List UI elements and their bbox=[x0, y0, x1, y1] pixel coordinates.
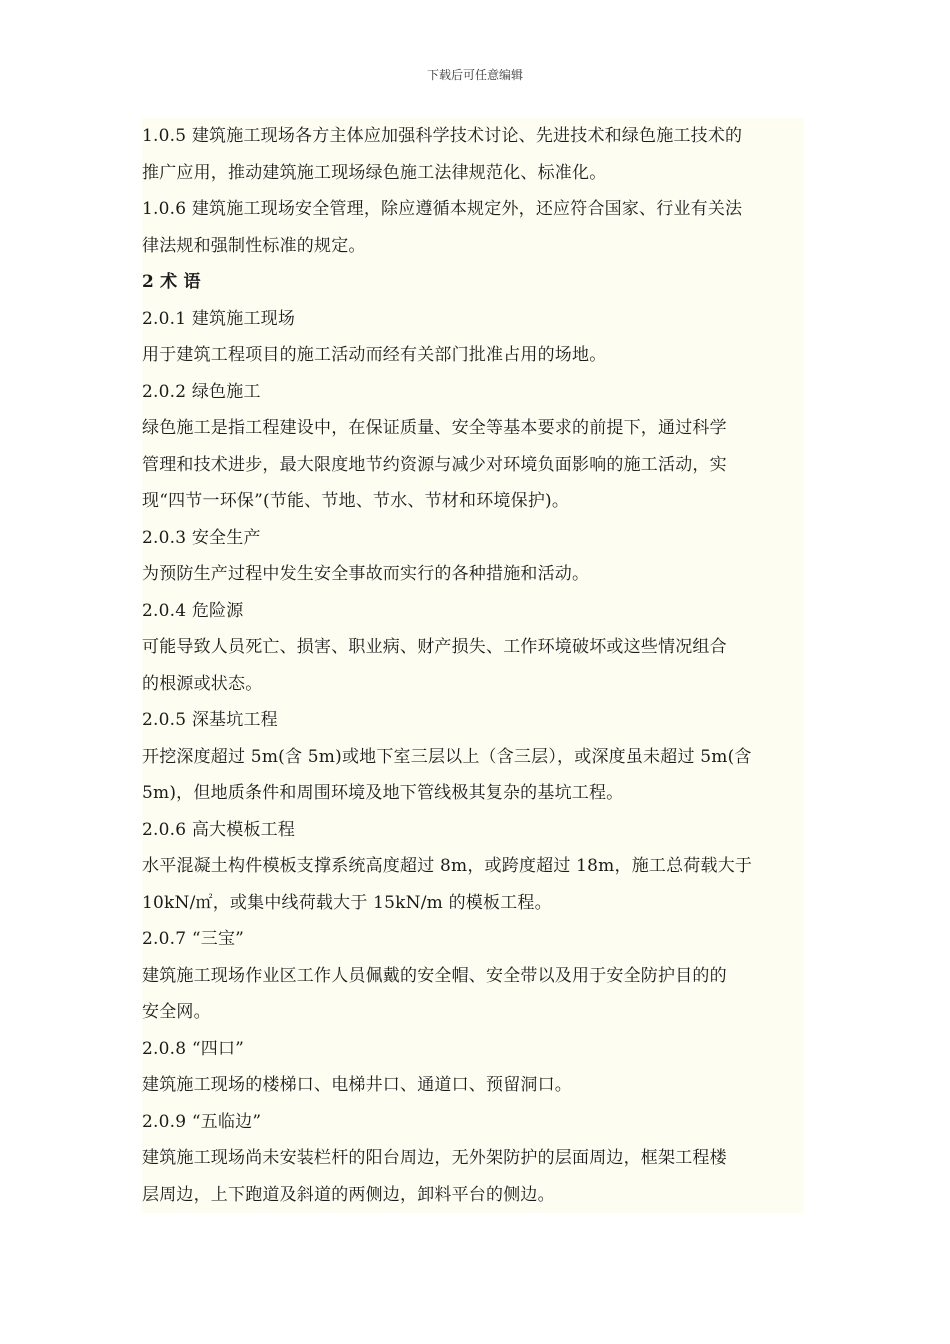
text-line: 层周边，上下跑道及斜道的两侧边，卸料平台的侧边。 bbox=[142, 1184, 555, 1205]
text-line: 10kN/㎡，或集中线荷载大于 15kN/m 的模板工程。 bbox=[142, 892, 552, 913]
text-line: 可能导致人员死亡、损害、职业病、财产损失、工作环境破坏或这些情况组合 bbox=[142, 637, 727, 657]
text-line: 安全网。 bbox=[142, 1002, 211, 1022]
text-line: 2.0.6 高大模板工程 bbox=[142, 819, 296, 840]
text-line: 用于建筑工程项目的施工活动而经有关部门批准占用的场地。 bbox=[142, 345, 607, 365]
text-line: 2.0.4 危险源 bbox=[142, 600, 244, 621]
text-line: 1.0.5 建筑施工现场各方主体应加强科学技术讨论、先进技术和绿色施工技术的 bbox=[142, 126, 743, 146]
text-line: 建筑施工现场的楼梯口、电梯井口、通道口、预留洞口。 bbox=[142, 1075, 572, 1095]
text-line: 绿色施工是指工程建设中，在保证质量、安全等基本要求的前提下，通过科学 bbox=[142, 418, 727, 438]
text-line: 开挖深度超过 5m(含 5m)或地下室三层以上（含三层），或深度虽未超过 5m(含 bbox=[142, 746, 752, 767]
text-line: 的根源或状态。 bbox=[142, 673, 263, 694]
text-line: 管理和技术进步，最大限度地节约资源与减少对环境负面影响的施工活动，实 bbox=[142, 454, 727, 475]
text-line: 2.0.2 绿色施工 bbox=[142, 381, 261, 402]
text-line: 2.0.5 深基坑工程 bbox=[142, 710, 278, 730]
text-line: 2.0.8 “四口” bbox=[142, 1038, 245, 1059]
section-heading: 2 术 语 bbox=[142, 272, 201, 292]
text-line: 为预防生产过程中发生安全事故而实行的各种措施和活动。 bbox=[142, 564, 590, 584]
text-line: 2.0.7 “三宝” bbox=[142, 929, 245, 949]
page-header: 下载后可任意编辑 bbox=[426, 68, 523, 82]
text-line: 1.0.6 建筑施工现场安全管理，除应遵循本规定外，还应符合国家、行业有关法 bbox=[142, 199, 743, 219]
text-line: 2.0.3 安全生产 bbox=[142, 527, 261, 548]
text-line: 2.0.9 “五临边” bbox=[142, 1111, 262, 1132]
text-line: 2.0.1 建筑施工现场 bbox=[142, 308, 296, 329]
text-line: 推广应用，推动建筑施工现场绿色施工法律规范化、标准化。 bbox=[142, 162, 607, 183]
document-body bbox=[142, 118, 804, 1213]
text-line: 5m)，但地质条件和周围环境及地下管线极其复杂的基坑工程。 bbox=[142, 783, 624, 803]
text-line: 建筑施工现场作业区工作人员佩戴的安全帽、安全带以及用于安全防护目的的 bbox=[142, 965, 727, 986]
text-line: 建筑施工现场尚未安装栏杆的阳台周边，无外架防护的层面周边，框架工程楼 bbox=[142, 1148, 727, 1168]
text-line: 水平混凝土构件模板支撑系统高度超过 8m，或跨度超过 18m，施工总荷载大于 bbox=[142, 856, 753, 876]
text-line: 律法规和强制性标准的规定。 bbox=[142, 235, 366, 256]
text-line: 现“四节一环保”(节能、节地、节水、节材和环境保护)。 bbox=[142, 491, 570, 511]
